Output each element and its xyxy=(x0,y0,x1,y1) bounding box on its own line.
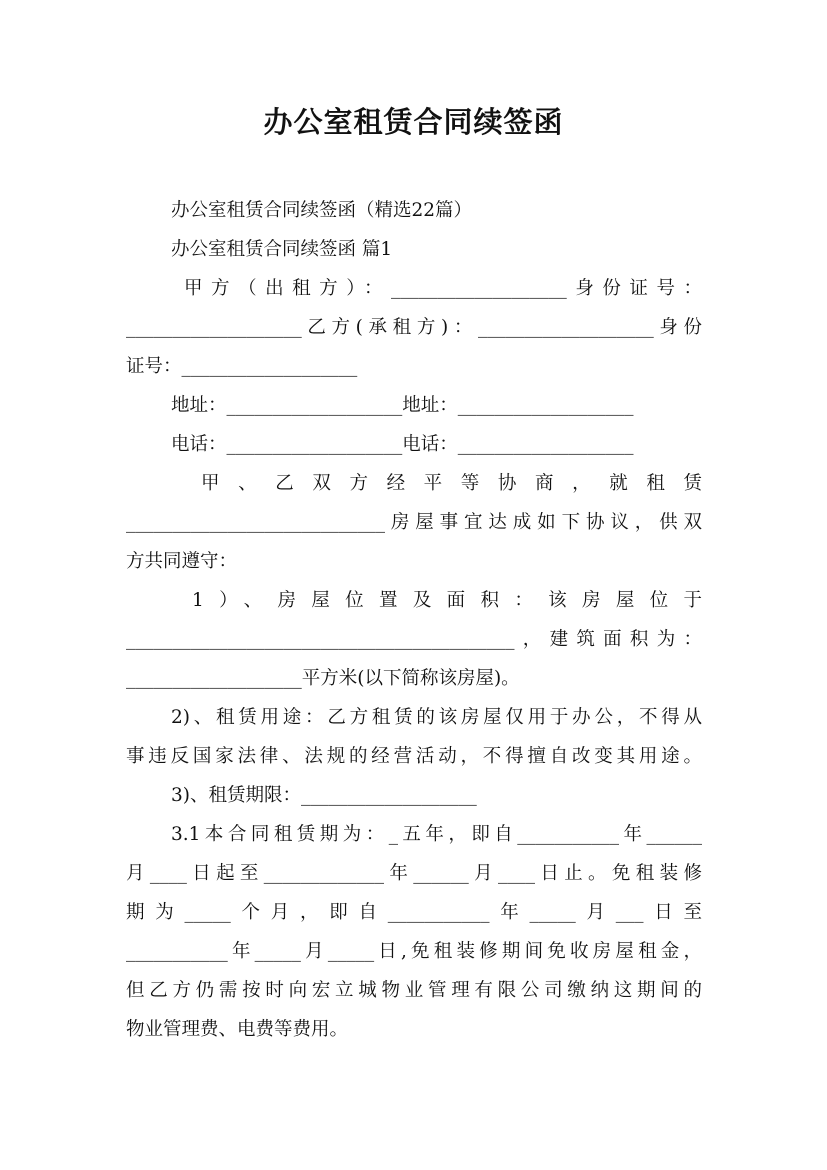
document-title: 办公室租赁合同续签函 xyxy=(263,105,564,139)
body-line: 地址：___________________地址：___________________ xyxy=(171,395,634,416)
body-line: 方共同遵守： xyxy=(126,551,238,572)
body-line: 甲方（出租方）：___________________身份证号： xyxy=(184,278,702,299)
body-line: 但乙方仍需按时向宏立城物业管理有限公司缴纳这期间的 xyxy=(126,980,702,1001)
body-line: 物业管理费、电费等费用。 xyxy=(126,1019,349,1040)
body-line: 证号：___________________ xyxy=(126,356,358,377)
body-line: 期为_____个月，即自___________年_____月___日至 xyxy=(126,902,702,923)
body-line: ___________年_____月_____日,免租装修期间免收房屋租金， xyxy=(126,941,702,962)
body-line: 甲、乙双方经平等协商，就租赁 xyxy=(201,473,702,494)
body-line: __________________________________________，建筑面积为： xyxy=(126,629,702,650)
body-line: 电话：___________________电话：___________________ xyxy=(171,434,634,455)
body-line: 3)、租赁期限：___________________ xyxy=(171,785,477,806)
body-line: ___________________乙方(承租方)：___________________身份 xyxy=(126,317,702,338)
body-line: ___________________平方米(以下简称该房屋)。 xyxy=(126,668,520,689)
body-line: 2)、租赁用途：乙方租赁的该房屋仅用于办公，不得从 xyxy=(171,707,702,728)
body-line: 办公室租赁合同续签函（精选22篇） xyxy=(171,200,473,221)
body-line: 1）、房屋位置及面积：该房屋位于 xyxy=(192,590,702,611)
body-line: 办公室租赁合同续签函 篇1 xyxy=(171,239,393,260)
body-line: 月____日起至_____________年______月____日止。免租装修 xyxy=(126,863,702,884)
body-line: 事违反国家法律、法规的经营活动，不得擅自改变其用途。 xyxy=(126,746,702,767)
body-line: ____________________________房屋事宜达成如下协议，供双 xyxy=(126,512,702,533)
body-line: 3.1本合同租赁期为：_五年，即自___________年______ xyxy=(171,824,702,845)
